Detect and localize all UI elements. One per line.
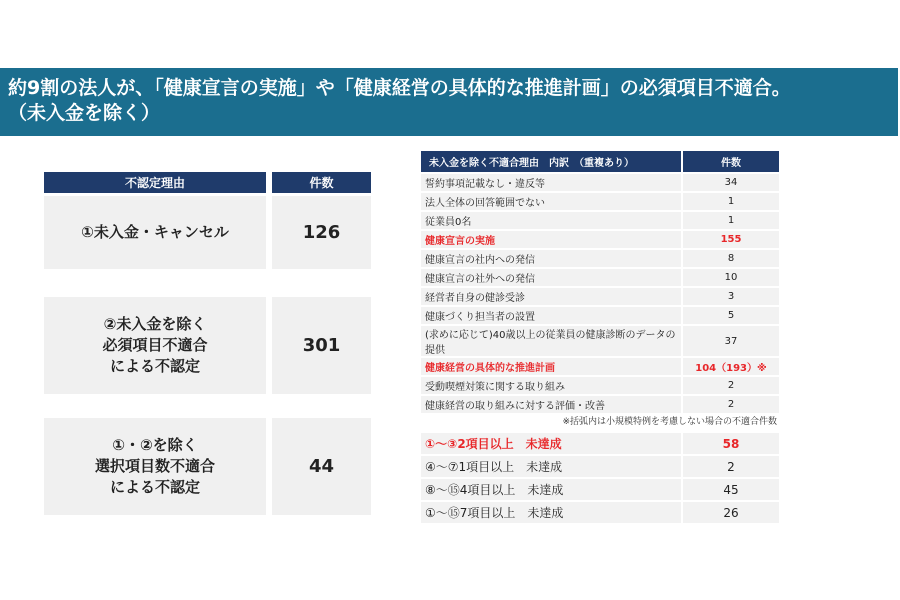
left-row-2-reason-line: による不認定	[109, 357, 200, 375]
reason-cell: 誓約事項記載なし・違反等	[421, 174, 681, 191]
summary-label: ①～⑮7項目以上 未達成	[421, 502, 681, 523]
right-header-count: 件数	[683, 151, 779, 172]
left-row-1-reason	[44, 196, 266, 269]
left-row-1-count: 126	[272, 196, 371, 269]
summary-value: 26	[683, 502, 779, 523]
count-cell: 1	[683, 212, 779, 229]
left-row-3-reason-line: ①・②を除く	[112, 436, 198, 454]
reason-cell: 従業員0名	[421, 212, 681, 229]
table-row	[421, 288, 779, 305]
reason-cell: 法人全体の回答範囲でない	[421, 193, 681, 210]
table-row	[421, 307, 779, 324]
left-row-2-reason-line: 必須項目不適合	[102, 336, 208, 354]
summary-row	[421, 456, 779, 477]
summary-label: ①～③2項目以上 未達成	[421, 433, 681, 454]
count-cell: 2	[683, 396, 779, 413]
summary-label: ④～⑦1項目以上 未達成	[421, 456, 681, 477]
count-cell: 155	[683, 231, 779, 248]
reason-cell: 健康経営の取り組みに対する評価・改善	[421, 396, 681, 413]
count-cell: 37	[683, 326, 779, 356]
right-header-reason: 未入金を除く不適合理由 内訳 （重複あり）	[421, 151, 681, 172]
reason-cell: 健康づくり担当者の設置	[421, 307, 681, 324]
left-row-2-reason-line: ②未入金を除く	[103, 315, 207, 333]
left-row-3-reason	[44, 418, 266, 515]
left-row-2-count: 301	[272, 297, 371, 394]
table-row	[421, 174, 779, 191]
summary-label: ⑧～⑮4項目以上 未達成	[421, 479, 681, 500]
reason-cell: 健康経営の具体的な推進計画	[421, 358, 681, 375]
right-table	[421, 151, 779, 525]
reason-cell: 受動喫煙対策に関する取り組み	[421, 377, 681, 394]
table-row	[421, 212, 779, 229]
count-cell: 5	[683, 307, 779, 324]
right-table-header	[421, 151, 779, 172]
title-banner	[0, 68, 898, 136]
table-row	[421, 358, 779, 375]
table-row	[421, 396, 779, 413]
title-line-2: （未入金を除く）	[8, 102, 161, 124]
summary-row	[421, 433, 779, 454]
left-row-3-count: 44	[272, 418, 371, 515]
reason-cell: (求めに応じて)40歳以上の従業員の健康診断のデータの提供	[421, 326, 681, 356]
summary-value: 45	[683, 479, 779, 500]
reason-cell: 健康宣言の社内への発信	[421, 250, 681, 267]
left-row-1-reason-line: ①未入金・キャンセル	[81, 223, 229, 241]
footnote: ※括弧内は小規模特例を考慮しない場合の不適合件数	[562, 417, 777, 427]
right-table-body	[421, 174, 779, 413]
reason-cell: 健康宣言の社外への発信	[421, 269, 681, 286]
count-cell: 3	[683, 288, 779, 305]
left-row-2-reason	[44, 297, 266, 394]
table-row	[421, 269, 779, 286]
left-header-count: 件数	[272, 172, 371, 193]
count-cell: 10	[683, 269, 779, 286]
summary-row	[421, 479, 779, 500]
reason-cell: 経営者自身の健診受診	[421, 288, 681, 305]
table-row	[421, 377, 779, 394]
count-cell: 2	[683, 377, 779, 394]
summary-row	[421, 502, 779, 523]
count-cell: 104（193）※	[683, 358, 779, 375]
right-table-summary	[421, 433, 779, 523]
summary-value: 58	[683, 433, 779, 454]
reason-cell: 健康宣言の実施	[421, 231, 681, 248]
count-cell: 1	[683, 193, 779, 210]
count-cell: 8	[683, 250, 779, 267]
left-row-3-reason-line: による不認定	[109, 478, 200, 496]
left-header-reason: 不認定理由	[44, 172, 266, 193]
summary-value: 2	[683, 456, 779, 477]
table-row	[421, 193, 779, 210]
table-row	[421, 231, 779, 248]
title-line-1: 約9割の法人が、「健康宣言の実施」や「健康経営の具体的な推進計画」の必須項目不適合。	[8, 77, 791, 99]
table-row	[421, 326, 779, 356]
left-row-3-reason-line: 選択項目数不適合	[94, 457, 215, 475]
count-cell: 34	[683, 174, 779, 191]
table-row	[421, 250, 779, 267]
